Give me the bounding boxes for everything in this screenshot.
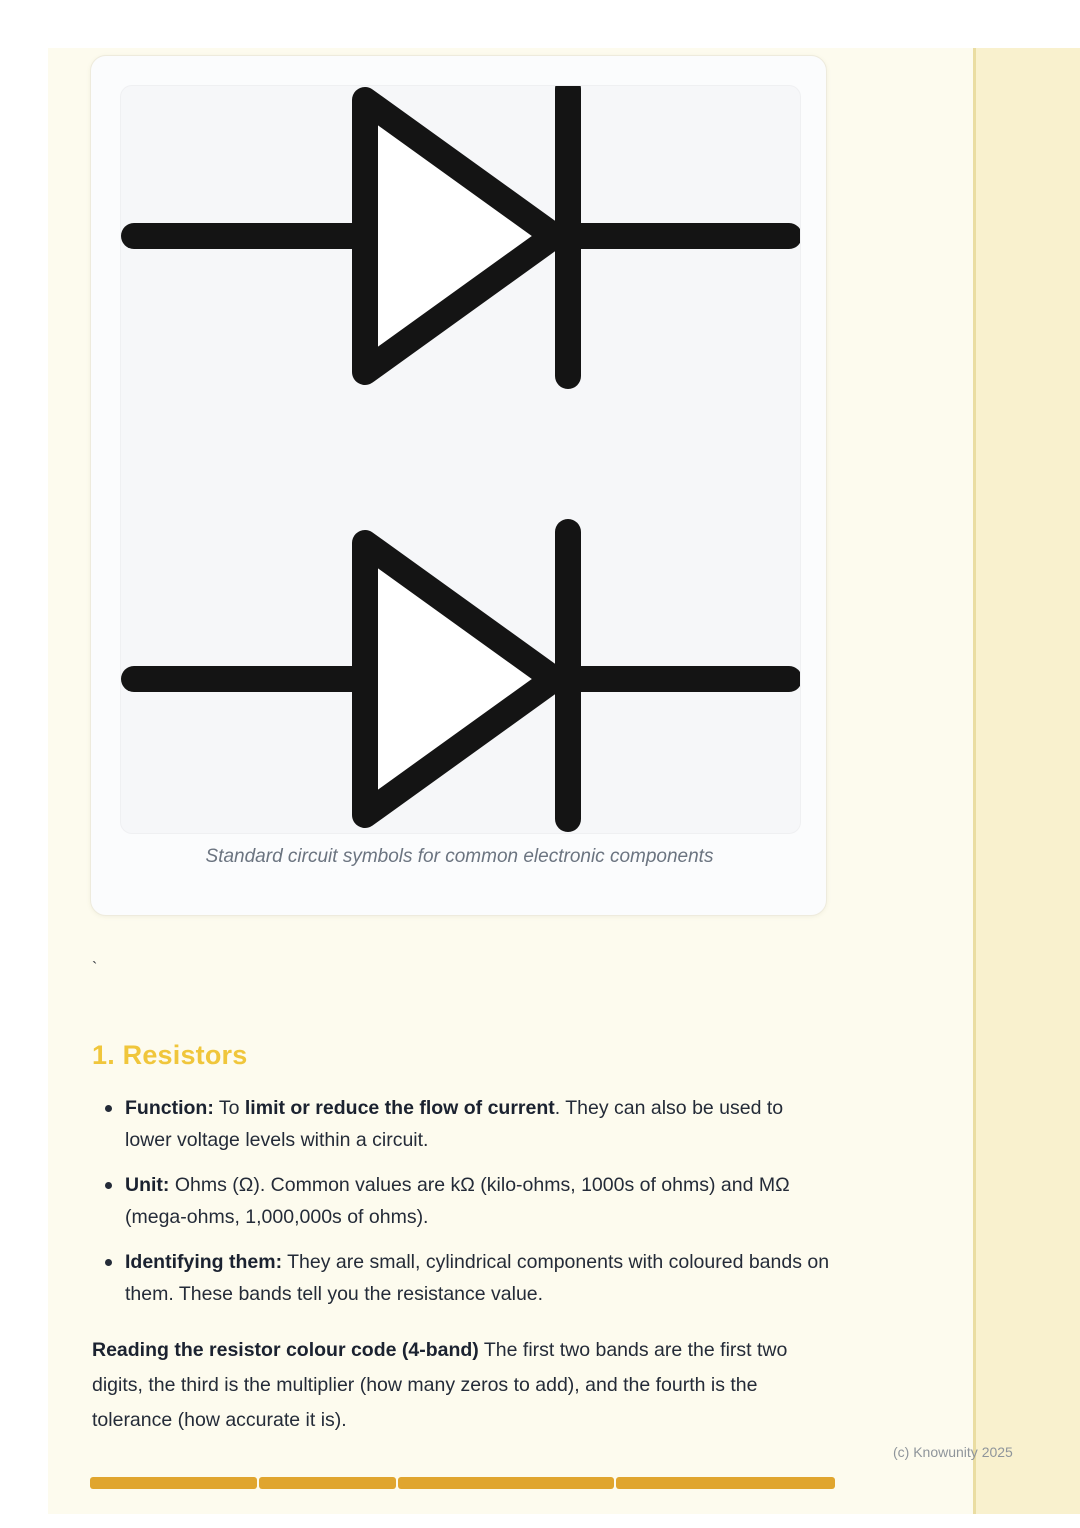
figure-image-panel: [120, 85, 801, 834]
diode-symbol-bottom: [134, 532, 789, 819]
diode-symbol-top: [134, 89, 789, 376]
stray-backtick: `: [92, 960, 98, 977]
table-top-border-segment: [616, 1477, 835, 1489]
paragraph-colour-code: [92, 1333, 834, 1438]
diode-triangle: [365, 100, 554, 372]
bullet-bold-label: Unit:: [125, 1174, 170, 1196]
resistor-bullet-list: [92, 1092, 834, 1323]
bullet-marker: [105, 1182, 112, 1189]
bullet-bold-phrase: limit or reduce the flow of current: [244, 1097, 555, 1119]
table-top-border: [90, 1477, 835, 1489]
table-top-border-segment: [90, 1477, 257, 1489]
bullet-item-identifying: [92, 1246, 834, 1310]
bullet-marker: [105, 1259, 112, 1266]
bullet-bold-label: Identifying them:: [125, 1251, 283, 1273]
table-top-border-segment: [398, 1477, 614, 1489]
bullet-item-unit: [92, 1169, 834, 1233]
diode-symbols-image: [121, 86, 801, 834]
bullet-text: Ohms (Ω). Common values are kΩ (kilo-ohms, 1000s of ohms) and MΩ (mega-ohms, 1,000,000s of ohms).: [125, 1174, 790, 1228]
bullet-marker: [105, 1105, 112, 1112]
bullet-bold-label: Function:: [125, 1097, 214, 1119]
bullet-text: . They can also be used to lower voltage levels within a circuit.: [125, 1097, 784, 1151]
section-heading-resistors: 1. Resistors: [92, 1040, 248, 1070]
paragraph-text: The first two bands are the first two digits, the third is the multiplier (how many zeros to add), and the fourth is the tolerance (how accurate it is).: [92, 1339, 788, 1431]
diode-triangle: [365, 543, 554, 815]
table-top-border-segment: [259, 1477, 396, 1489]
paragraph-bold-lead: Reading the resistor colour code (4-band): [92, 1339, 479, 1361]
figure-card: [90, 55, 827, 916]
right-edge-strip: [973, 48, 1080, 1514]
watermark-knowunity: (c) Knowunity 2025: [893, 1444, 1013, 1460]
bullet-text: To: [213, 1097, 245, 1119]
bullet-item-function: [92, 1092, 834, 1156]
bullet-text: They are small, cylindrical components with coloured bands on them. These bands tell you the resistance value.: [125, 1251, 830, 1305]
figure-caption: Standard circuit symbols for common electronic components: [205, 846, 714, 867]
